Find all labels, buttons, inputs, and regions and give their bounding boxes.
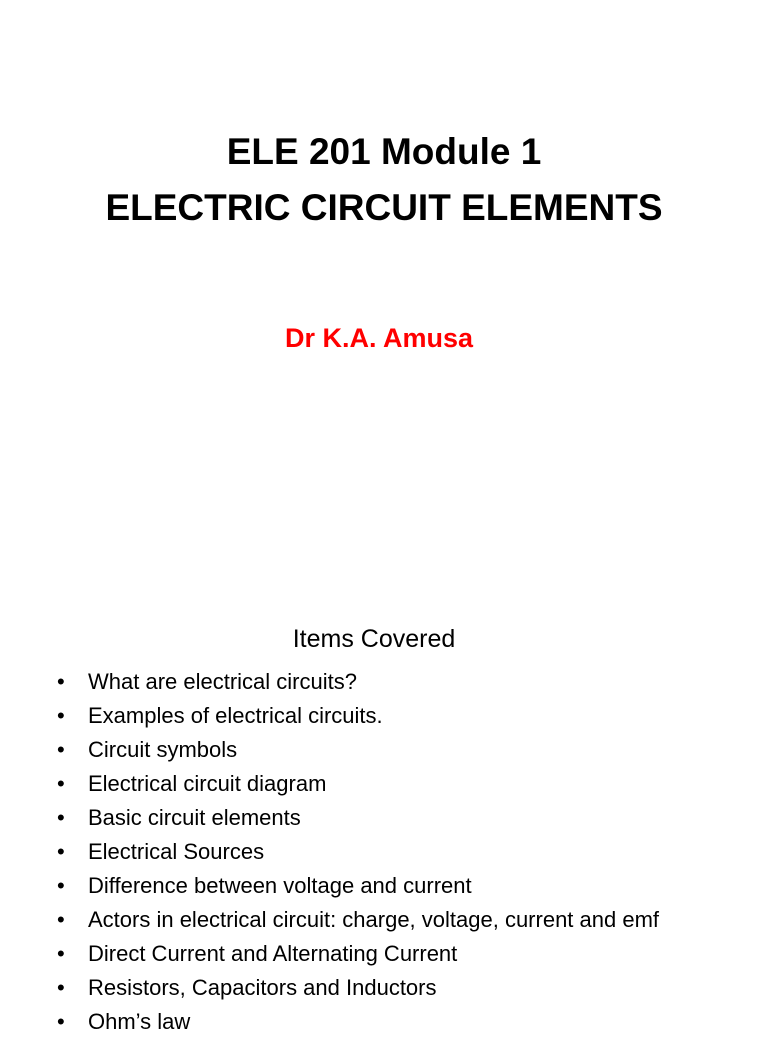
list-item-text: Basic circuit elements (88, 805, 301, 830)
list-item-text: Direct Current and Alternating Current (88, 941, 458, 966)
slide-title-line-2: ELECTRIC CIRCUIT ELEMENTS (105, 187, 663, 228)
bullet-icon: • (57, 771, 65, 796)
bullet-icon: • (57, 805, 65, 830)
bullet-icon: • (57, 737, 65, 762)
list-item (57, 835, 659, 869)
bullet-icon: • (57, 941, 65, 966)
list-item (57, 665, 659, 699)
items-covered-heading: Items Covered (292, 625, 456, 653)
list-item-text: Electrical circuit diagram (88, 771, 327, 796)
bullet-icon: • (57, 907, 65, 932)
list-item-text: Actors in electrical circuit: charge, voltage, current and emf (88, 907, 660, 932)
list-item-text: Examples of electrical circuits. (88, 703, 383, 728)
list-item (57, 937, 659, 971)
list-item (57, 733, 659, 767)
list-item (57, 1005, 659, 1039)
list-item (57, 869, 659, 903)
list-item (57, 699, 659, 733)
bullet-icon: • (57, 873, 65, 898)
bullet-icon: • (57, 839, 65, 864)
list-item-text: Difference between voltage and current (88, 873, 472, 898)
list-item-text: Circuit symbols (88, 737, 238, 762)
bullet-icon: • (57, 703, 65, 728)
list-item (57, 903, 659, 937)
list-item (57, 971, 659, 1005)
list-item-text: What are electrical circuits? (88, 669, 357, 694)
bullet-icon: • (57, 669, 65, 694)
list-item (57, 801, 659, 835)
list-item (57, 767, 659, 801)
bullet-icon: • (57, 1009, 65, 1034)
bullet-icon: • (57, 975, 65, 1000)
list-item-text: Electrical Sources (88, 839, 265, 864)
slide-title-line-1: ELE 201 Module 1 (226, 131, 542, 172)
list-item-text: Ohm’s law (88, 1009, 191, 1034)
items-covered-list (57, 665, 659, 1039)
author-name: Dr K.A. Amusa (284, 323, 474, 353)
list-item-text: Resistors, Capacitors and Inductors (88, 975, 437, 1000)
